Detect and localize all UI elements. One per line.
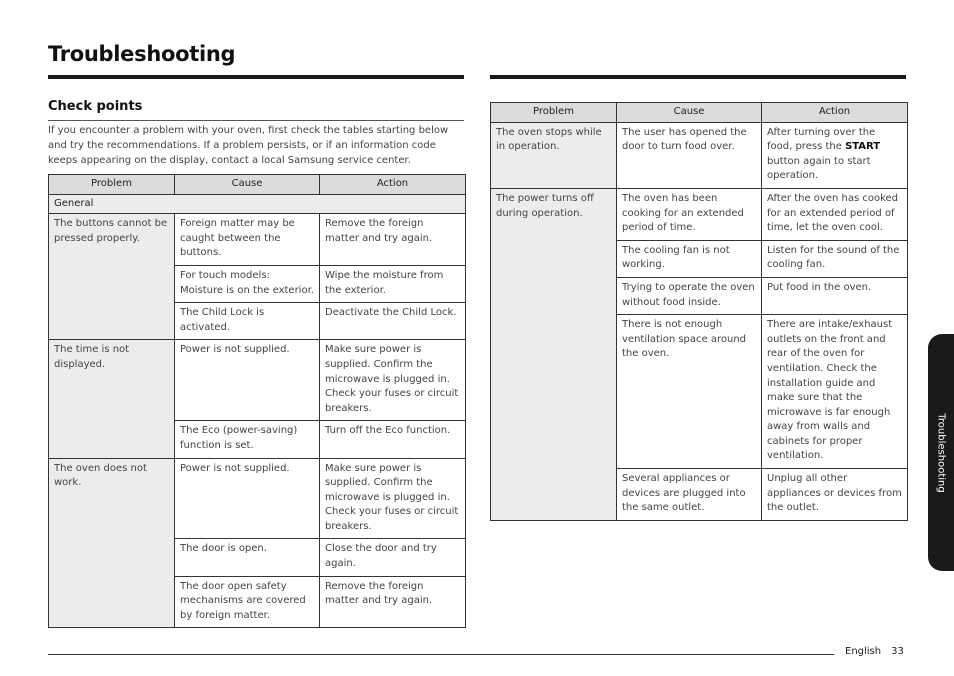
- cause-cell: The Eco (power-saving) function is set.: [175, 421, 320, 458]
- header-cause: Cause: [175, 175, 320, 195]
- action-cell: Close the door and try again.: [320, 539, 466, 576]
- action-cell: There are intake/exhaust outlets on the front and rear of the oven for ventilation. Check the installation guide and make sure that the microwave is far enough away from walls and cabinets for proper ventilation.: [762, 315, 908, 469]
- action-cell: Put food in the oven.: [762, 277, 908, 314]
- action-text-after: button again to start operation.: [767, 155, 871, 182]
- intro-paragraph: If you encounter a problem with your oven, first check the tables starting below and try the recommendations. If a problem persists, or if an information code keeps appearing on the display, contact a local Samsung service center.: [48, 125, 449, 166]
- cause-cell: The door is open.: [175, 539, 320, 576]
- cause-cell: The door open safety mechanisms are covered by foreign matter.: [175, 576, 320, 628]
- action-cell: Unplug all other appliances or devices from the outlet.: [762, 469, 908, 521]
- page-number: 33: [891, 646, 904, 657]
- cause-cell: The Child Lock is activated.: [175, 303, 320, 340]
- action-cell: Turn off the Eco function.: [320, 421, 466, 458]
- left-troubleshooting-table: [48, 174, 466, 628]
- footer: [845, 646, 904, 657]
- page-title: Troubleshooting: [48, 42, 236, 66]
- chapter-tab[interactable]: [928, 334, 954, 571]
- header-action: Action: [762, 103, 908, 123]
- problem-cell: The power turns off during operation.: [491, 188, 617, 520]
- group-row: [49, 194, 466, 214]
- cause-cell: The user has opened the door to turn food over.: [617, 122, 762, 188]
- start-button-label: START: [845, 141, 881, 153]
- action-text-before: After turning over the food, press the: [767, 126, 876, 153]
- table-row: [491, 122, 908, 188]
- group-general-label: General: [49, 194, 466, 214]
- header-cause: Cause: [617, 103, 762, 123]
- cause-cell: Foreign matter may be caught between the buttons.: [175, 214, 320, 266]
- cause-cell: For touch models: Moisture is on the exterior.: [175, 265, 320, 302]
- title-rule-left: [48, 75, 464, 79]
- cause-cell: Trying to operate the oven without food inside.: [617, 277, 762, 314]
- problem-cell: The time is not displayed.: [49, 340, 175, 458]
- action-cell: Deactivate the Child Lock.: [320, 303, 466, 340]
- table-row: [491, 188, 908, 240]
- header-problem: Problem: [49, 175, 175, 195]
- cause-cell: There is not enough ventilation space around the oven.: [617, 315, 762, 469]
- action-cell: Listen for the sound of the cooling fan.: [762, 240, 908, 277]
- footer-language: English: [845, 646, 882, 657]
- section-title: Check points: [48, 99, 143, 114]
- cause-cell: The oven has been cooking for an extended period of time.: [617, 188, 762, 240]
- action-cell: Remove the foreign matter and try again.: [320, 214, 466, 266]
- chapter-tab-label: Troubleshooting: [935, 412, 947, 493]
- section-rule: [48, 120, 464, 121]
- right-troubleshooting-table: [490, 102, 908, 521]
- table-row: [49, 458, 466, 539]
- table-row: [49, 340, 466, 421]
- cause-cell: Several appliances or devices are plugged into the same outlet.: [617, 469, 762, 521]
- table-header-row: [491, 103, 908, 123]
- table-row: [49, 214, 466, 266]
- action-cell: Make sure power is supplied. Confirm the microwave is plugged in. Check your fuses or circuit breakers.: [320, 340, 466, 421]
- action-cell: After the oven has cooked for an extended period of time, let the oven cool.: [762, 188, 908, 240]
- action-cell: Wipe the moisture from the exterior.: [320, 265, 466, 302]
- problem-cell: The oven does not work.: [49, 458, 175, 628]
- action-cell: Make sure power is supplied. Confirm the microwave is plugged in. Check your fuses or circuit breakers.: [320, 458, 466, 539]
- cause-cell: The cooling fan is not working.: [617, 240, 762, 277]
- action-cell: Remove the foreign matter and try again.: [320, 576, 466, 628]
- cause-cell: Power is not supplied.: [175, 340, 320, 421]
- problem-cell: The buttons cannot be pressed properly.: [49, 214, 175, 340]
- problem-cell: The oven stops while in operation.: [491, 122, 617, 188]
- header-problem: Problem: [491, 103, 617, 123]
- table-header-row: [49, 175, 466, 195]
- action-cell: [762, 122, 908, 188]
- footer-rule: [48, 654, 834, 655]
- header-action: Action: [320, 175, 466, 195]
- cause-cell: Power is not supplied.: [175, 458, 320, 539]
- title-rule-right: [490, 75, 906, 79]
